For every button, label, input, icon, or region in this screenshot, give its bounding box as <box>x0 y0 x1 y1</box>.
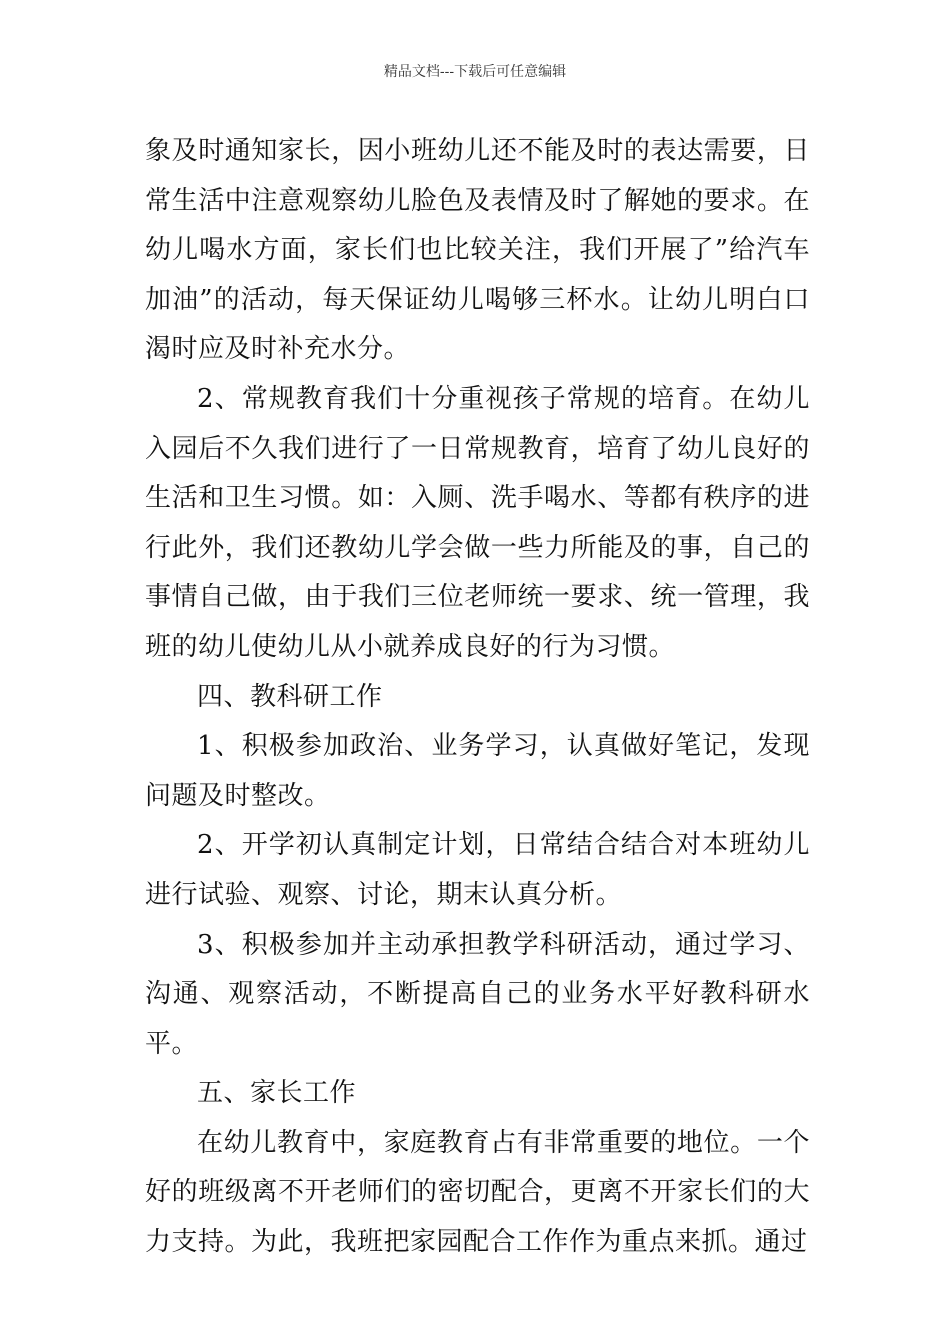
page-header: 精品文档---下载后可任意编辑 <box>383 64 567 80</box>
section-heading-research: 四、教科研工作 <box>197 681 383 712</box>
document-body <box>145 127 810 1268</box>
paragraph-research-item-3: 3、积极参加并主动承担教学科研活动，通过学习、沟通、观察活动，不断提高自己的业务水平好教科研水平。 <box>145 929 810 1059</box>
paragraph-research-item-1: 1、积极参加政治、业务学习，认真做好笔记，发现问题及时整改。 <box>145 731 810 811</box>
paragraph-routine-education: 2、常规教育我们十分重视孩子常规的培育。在幼儿入园后不久我们进行了一日常规教育，培育了幼儿良好的生活和卫生习惯。如：入厕、洗手喝水、等都有秩序的进行此外，我们还教幼儿学会做一些力所能及的事，自己的事情自己做，由于我们三位老师统一要求、统一管理，我班的幼儿使幼儿从小就养成良好的行为习惯。 <box>145 383 810 662</box>
paragraph-continuation: 象及时通知家长，因小班幼儿还不能及时的表达需要，日常生活中注意观察幼儿脸色及表情及时了解她的要求。在幼儿喝水方面，家长们也比较关注，我们开展了”给汽车加油”的活动，每天保证幼儿喝够三杯水。让幼儿明白口渴时应及时补充水分。 <box>145 136 810 365</box>
paragraph-parents-intro: 在幼儿教育中，家庭教育占有非常重要的地位。一个好的班级离不开老师们的密切配合，更离不开家长们的大力支持。为此，我班把家园配合工作作为重点来抓。通过 <box>145 1127 810 1258</box>
paragraph-research-item-2: 2、开学初认真制定计划，日常结合结合对本班幼儿进行试验、观察、讨论，期末认真分析。 <box>145 830 810 910</box>
section-heading-parents: 五、家长工作 <box>197 1078 357 1109</box>
